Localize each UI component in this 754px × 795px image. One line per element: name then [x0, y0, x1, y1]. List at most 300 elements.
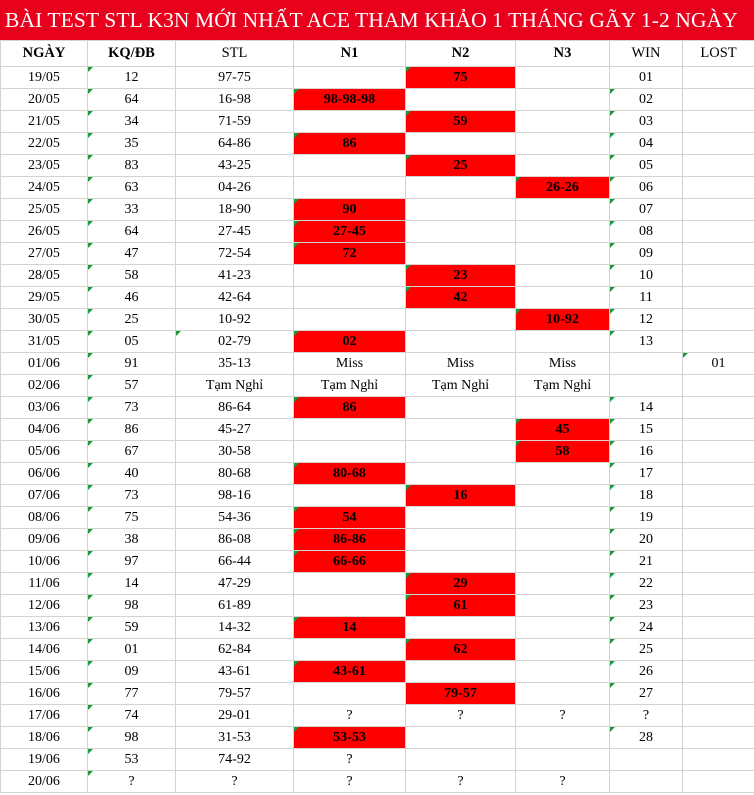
- win-cell: 03: [610, 111, 683, 133]
- lost-cell: [683, 727, 754, 749]
- result-cell: 12: [88, 67, 176, 89]
- result-cell: 64: [88, 89, 176, 111]
- table-row: [1, 595, 754, 617]
- win-cell: 28: [610, 727, 683, 749]
- n3-cell: [516, 243, 610, 265]
- table-row: [1, 397, 754, 419]
- n3-cell: [516, 617, 610, 639]
- n3-cell: [516, 485, 610, 507]
- table-row: [1, 617, 754, 639]
- date-cell: 20/06: [1, 771, 88, 793]
- result-cell: 83: [88, 155, 176, 177]
- n3-cell: [516, 573, 610, 595]
- stl-cell: 43-61: [176, 661, 294, 683]
- table-row: [1, 67, 754, 89]
- n3-cell: Tạm Nghỉ: [516, 375, 610, 397]
- n2-cell: 23: [406, 265, 516, 287]
- results-table: [0, 40, 754, 793]
- n3-cell: [516, 683, 610, 705]
- n2-cell: 61: [406, 595, 516, 617]
- n1-cell: 86-86: [294, 529, 406, 551]
- lost-cell: [683, 177, 754, 199]
- n2-cell: 62: [406, 639, 516, 661]
- n3-cell: [516, 595, 610, 617]
- lost-cell: [683, 111, 754, 133]
- n2-cell: 75: [406, 67, 516, 89]
- n1-cell: 86: [294, 133, 406, 155]
- n1-cell: [294, 67, 406, 89]
- lost-cell: [683, 133, 754, 155]
- win-cell: 09: [610, 243, 683, 265]
- win-cell: 05: [610, 155, 683, 177]
- lost-cell: [683, 551, 754, 573]
- date-cell: 21/05: [1, 111, 88, 133]
- n3-cell: [516, 551, 610, 573]
- n1-cell: [294, 485, 406, 507]
- lost-cell: [683, 67, 754, 89]
- win-cell: 22: [610, 573, 683, 595]
- n1-cell: 54: [294, 507, 406, 529]
- lost-cell: [683, 705, 754, 727]
- table-row: [1, 441, 754, 463]
- date-cell: 05/06: [1, 441, 88, 463]
- table-row: [1, 463, 754, 485]
- table-row: [1, 265, 754, 287]
- win-cell: [610, 771, 683, 793]
- n2-cell: 25: [406, 155, 516, 177]
- n2-cell: Tạm Nghỉ: [406, 375, 516, 397]
- stl-cell: 80-68: [176, 463, 294, 485]
- win-cell: [610, 749, 683, 771]
- date-cell: 04/06: [1, 419, 88, 441]
- n1-cell: 14: [294, 617, 406, 639]
- table-row: [1, 353, 754, 375]
- win-cell: 16: [610, 441, 683, 463]
- stl-cell: 04-26: [176, 177, 294, 199]
- n1-cell: [294, 639, 406, 661]
- date-cell: 02/06: [1, 375, 88, 397]
- n2-cell: ?: [406, 771, 516, 793]
- result-cell: 77: [88, 683, 176, 705]
- result-cell: 38: [88, 529, 176, 551]
- result-cell: 63: [88, 177, 176, 199]
- n3-cell: [516, 155, 610, 177]
- stl-cell: 18-90: [176, 199, 294, 221]
- n1-cell: 86: [294, 397, 406, 419]
- date-cell: 17/06: [1, 705, 88, 727]
- stl-cell: 64-86: [176, 133, 294, 155]
- win-cell: 19: [610, 507, 683, 529]
- win-cell: 15: [610, 419, 683, 441]
- lost-cell: [683, 243, 754, 265]
- stl-cell: 41-23: [176, 265, 294, 287]
- date-cell: 03/06: [1, 397, 88, 419]
- table-row: [1, 749, 754, 771]
- lost-cell: [683, 199, 754, 221]
- win-cell: 08: [610, 221, 683, 243]
- n3-cell: [516, 507, 610, 529]
- win-cell: 27: [610, 683, 683, 705]
- result-cell: 01: [88, 639, 176, 661]
- table-row: [1, 485, 754, 507]
- n1-cell: [294, 441, 406, 463]
- n2-cell: [406, 441, 516, 463]
- result-cell: 34: [88, 111, 176, 133]
- date-cell: 30/05: [1, 309, 88, 331]
- result-cell: 58: [88, 265, 176, 287]
- header-n2: N2: [406, 41, 516, 67]
- stl-cell: 29-01: [176, 705, 294, 727]
- header-n3: N3: [516, 41, 610, 67]
- n1-cell: [294, 573, 406, 595]
- header-result: KQ/ĐB: [88, 41, 176, 67]
- lost-cell: [683, 639, 754, 661]
- n2-cell: 59: [406, 111, 516, 133]
- win-cell: 06: [610, 177, 683, 199]
- n3-cell: [516, 133, 610, 155]
- n1-cell: [294, 683, 406, 705]
- header-row: [1, 41, 754, 67]
- lost-cell: [683, 617, 754, 639]
- n1-cell: 27-45: [294, 221, 406, 243]
- date-cell: 28/05: [1, 265, 88, 287]
- n1-cell: 98-98-98: [294, 89, 406, 111]
- lost-cell: [683, 287, 754, 309]
- date-cell: 13/06: [1, 617, 88, 639]
- n3-cell: [516, 331, 610, 353]
- date-cell: 20/05: [1, 89, 88, 111]
- win-cell: 07: [610, 199, 683, 221]
- date-cell: 16/06: [1, 683, 88, 705]
- date-cell: 27/05: [1, 243, 88, 265]
- n2-cell: [406, 529, 516, 551]
- n3-cell: 58: [516, 441, 610, 463]
- result-cell: 59: [88, 617, 176, 639]
- lost-cell: [683, 463, 754, 485]
- table-row: [1, 529, 754, 551]
- table-row: [1, 309, 754, 331]
- win-cell: 11: [610, 287, 683, 309]
- n3-cell: [516, 463, 610, 485]
- result-cell: 53: [88, 749, 176, 771]
- lost-cell: [683, 155, 754, 177]
- table-row: [1, 419, 754, 441]
- n3-cell: 10-92: [516, 309, 610, 331]
- result-cell: 86: [88, 419, 176, 441]
- table-row: [1, 287, 754, 309]
- n2-cell: 16: [406, 485, 516, 507]
- result-cell: 57: [88, 375, 176, 397]
- stl-cell: ?: [176, 771, 294, 793]
- n2-cell: [406, 661, 516, 683]
- stl-cell: 66-44: [176, 551, 294, 573]
- lost-cell: [683, 397, 754, 419]
- result-cell: 47: [88, 243, 176, 265]
- date-cell: 01/06: [1, 353, 88, 375]
- stl-cell: 97-75: [176, 67, 294, 89]
- win-cell: 13: [610, 331, 683, 353]
- n1-cell: 90: [294, 199, 406, 221]
- n2-cell: [406, 419, 516, 441]
- n1-cell: [294, 595, 406, 617]
- n1-cell: [294, 265, 406, 287]
- win-cell: 04: [610, 133, 683, 155]
- win-cell: 18: [610, 485, 683, 507]
- date-cell: 09/06: [1, 529, 88, 551]
- lost-cell: [683, 441, 754, 463]
- date-cell: 10/06: [1, 551, 88, 573]
- date-cell: 29/05: [1, 287, 88, 309]
- n2-cell: [406, 199, 516, 221]
- stl-cell: 45-27: [176, 419, 294, 441]
- lost-cell: [683, 485, 754, 507]
- table-row: [1, 133, 754, 155]
- table-row: [1, 177, 754, 199]
- result-cell: 98: [88, 595, 176, 617]
- n1-cell: 53-53: [294, 727, 406, 749]
- lost-cell: 01: [683, 353, 754, 375]
- result-cell: 73: [88, 397, 176, 419]
- stl-cell: 30-58: [176, 441, 294, 463]
- n1-cell: Tạm Nghỉ: [294, 375, 406, 397]
- n2-cell: [406, 133, 516, 155]
- n1-cell: [294, 177, 406, 199]
- date-cell: 11/06: [1, 573, 88, 595]
- result-cell: 33: [88, 199, 176, 221]
- win-cell: 25: [610, 639, 683, 661]
- stl-cell: 79-57: [176, 683, 294, 705]
- n1-cell: 43-61: [294, 661, 406, 683]
- n1-cell: [294, 419, 406, 441]
- win-cell: 24: [610, 617, 683, 639]
- n2-cell: [406, 243, 516, 265]
- n1-cell: 72: [294, 243, 406, 265]
- stl-cell: 54-36: [176, 507, 294, 529]
- result-cell: ?: [88, 771, 176, 793]
- n3-cell: ?: [516, 771, 610, 793]
- n2-cell: 79-57: [406, 683, 516, 705]
- header-win: WIN: [610, 41, 683, 67]
- stl-cell: 14-32: [176, 617, 294, 639]
- lost-cell: [683, 573, 754, 595]
- date-cell: 26/05: [1, 221, 88, 243]
- table-row: [1, 111, 754, 133]
- stl-cell: 98-16: [176, 485, 294, 507]
- n2-cell: [406, 89, 516, 111]
- stl-cell: 62-84: [176, 639, 294, 661]
- result-cell: 64: [88, 221, 176, 243]
- table-row: [1, 331, 754, 353]
- lost-cell: [683, 309, 754, 331]
- table-row: [1, 507, 754, 529]
- n1-cell: ?: [294, 749, 406, 771]
- n3-cell: [516, 727, 610, 749]
- n3-cell: [516, 265, 610, 287]
- n3-cell: [516, 397, 610, 419]
- date-cell: 08/06: [1, 507, 88, 529]
- n3-cell: Miss: [516, 353, 610, 375]
- win-cell: 12: [610, 309, 683, 331]
- n3-cell: [516, 287, 610, 309]
- date-cell: 14/06: [1, 639, 88, 661]
- date-cell: 24/05: [1, 177, 88, 199]
- n3-cell: 26-26: [516, 177, 610, 199]
- lost-cell: [683, 331, 754, 353]
- stl-cell: 42-64: [176, 287, 294, 309]
- result-cell: 97: [88, 551, 176, 573]
- stl-cell: Tạm Nghỉ: [176, 375, 294, 397]
- header-lost: LOST: [683, 41, 754, 67]
- table-row: [1, 243, 754, 265]
- table-row: [1, 683, 754, 705]
- n1-cell: ?: [294, 705, 406, 727]
- n3-cell: [516, 89, 610, 111]
- n3-cell: [516, 111, 610, 133]
- win-cell: 14: [610, 397, 683, 419]
- n1-cell: 66-66: [294, 551, 406, 573]
- date-cell: 25/05: [1, 199, 88, 221]
- n1-cell: Miss: [294, 353, 406, 375]
- win-cell: [610, 353, 683, 375]
- n2-cell: [406, 221, 516, 243]
- n2-cell: [406, 727, 516, 749]
- win-cell: 17: [610, 463, 683, 485]
- win-cell: 26: [610, 661, 683, 683]
- stl-cell: 16-98: [176, 89, 294, 111]
- n2-cell: [406, 331, 516, 353]
- result-cell: 35: [88, 133, 176, 155]
- lost-cell: [683, 221, 754, 243]
- table-row: [1, 155, 754, 177]
- lost-cell: [683, 749, 754, 771]
- n3-cell: [516, 529, 610, 551]
- n3-cell: 45: [516, 419, 610, 441]
- win-cell: 01: [610, 67, 683, 89]
- n2-cell: Miss: [406, 353, 516, 375]
- page-title: BÀI TEST STL K3N MỚI NHẤT ACE THAM KHẢO 1 THÁNG GÃY 1-2 NGÀY: [0, 0, 754, 40]
- n1-cell: [294, 287, 406, 309]
- table-row: [1, 661, 754, 683]
- n1-cell: 80-68: [294, 463, 406, 485]
- stl-cell: 47-29: [176, 573, 294, 595]
- n3-cell: [516, 199, 610, 221]
- table-row: [1, 573, 754, 595]
- n2-cell: [406, 749, 516, 771]
- n1-cell: ?: [294, 771, 406, 793]
- n1-cell: [294, 111, 406, 133]
- n3-cell: [516, 221, 610, 243]
- stl-cell: 74-92: [176, 749, 294, 771]
- win-cell: [610, 375, 683, 397]
- lost-cell: [683, 89, 754, 111]
- result-cell: 73: [88, 485, 176, 507]
- stl-cell: 27-45: [176, 221, 294, 243]
- date-cell: 15/06: [1, 661, 88, 683]
- n1-cell: 02: [294, 331, 406, 353]
- stl-cell: 71-59: [176, 111, 294, 133]
- date-cell: 19/05: [1, 67, 88, 89]
- n2-cell: [406, 309, 516, 331]
- stl-cell: 31-53: [176, 727, 294, 749]
- result-cell: 75: [88, 507, 176, 529]
- result-cell: 98: [88, 727, 176, 749]
- win-cell: 20: [610, 529, 683, 551]
- header-date: NGÀY: [1, 41, 88, 67]
- lost-cell: [683, 771, 754, 793]
- n2-cell: [406, 551, 516, 573]
- date-cell: 07/06: [1, 485, 88, 507]
- result-cell: 46: [88, 287, 176, 309]
- header-stl: STL: [176, 41, 294, 67]
- n2-cell: [406, 397, 516, 419]
- result-cell: 67: [88, 441, 176, 463]
- lost-cell: [683, 375, 754, 397]
- n2-cell: [406, 463, 516, 485]
- table-row: [1, 639, 754, 661]
- n2-cell: [406, 617, 516, 639]
- table-row: [1, 199, 754, 221]
- result-cell: 40: [88, 463, 176, 485]
- date-cell: 23/05: [1, 155, 88, 177]
- table-row: [1, 771, 754, 793]
- date-cell: 12/06: [1, 595, 88, 617]
- win-cell: 02: [610, 89, 683, 111]
- stl-cell: 43-25: [176, 155, 294, 177]
- lost-cell: [683, 419, 754, 441]
- n2-cell: [406, 507, 516, 529]
- table-row: [1, 89, 754, 111]
- n3-cell: [516, 661, 610, 683]
- result-cell: 74: [88, 705, 176, 727]
- lost-cell: [683, 265, 754, 287]
- stl-cell: 02-79: [176, 331, 294, 353]
- lost-cell: [683, 661, 754, 683]
- stl-cell: 35-13: [176, 353, 294, 375]
- win-cell: ?: [610, 705, 683, 727]
- result-cell: 05: [88, 331, 176, 353]
- win-cell: 23: [610, 595, 683, 617]
- result-cell: 14: [88, 573, 176, 595]
- result-cell: 09: [88, 661, 176, 683]
- result-cell: 91: [88, 353, 176, 375]
- lost-cell: [683, 529, 754, 551]
- result-cell: 25: [88, 309, 176, 331]
- win-cell: 10: [610, 265, 683, 287]
- n2-cell: [406, 177, 516, 199]
- n1-cell: [294, 155, 406, 177]
- n2-cell: ?: [406, 705, 516, 727]
- n3-cell: [516, 749, 610, 771]
- table-row: [1, 705, 754, 727]
- stl-cell: 86-64: [176, 397, 294, 419]
- stl-cell: 86-08: [176, 529, 294, 551]
- date-cell: 22/05: [1, 133, 88, 155]
- lost-cell: [683, 683, 754, 705]
- table-row: [1, 551, 754, 573]
- stl-cell: 10-92: [176, 309, 294, 331]
- stl-cell: 61-89: [176, 595, 294, 617]
- stl-cell: 72-54: [176, 243, 294, 265]
- table-row: [1, 375, 754, 397]
- table-row: [1, 221, 754, 243]
- date-cell: 31/05: [1, 331, 88, 353]
- header-n1: N1: [294, 41, 406, 67]
- n2-cell: 29: [406, 573, 516, 595]
- n3-cell: [516, 639, 610, 661]
- win-cell: 21: [610, 551, 683, 573]
- table-row: [1, 727, 754, 749]
- date-cell: 18/06: [1, 727, 88, 749]
